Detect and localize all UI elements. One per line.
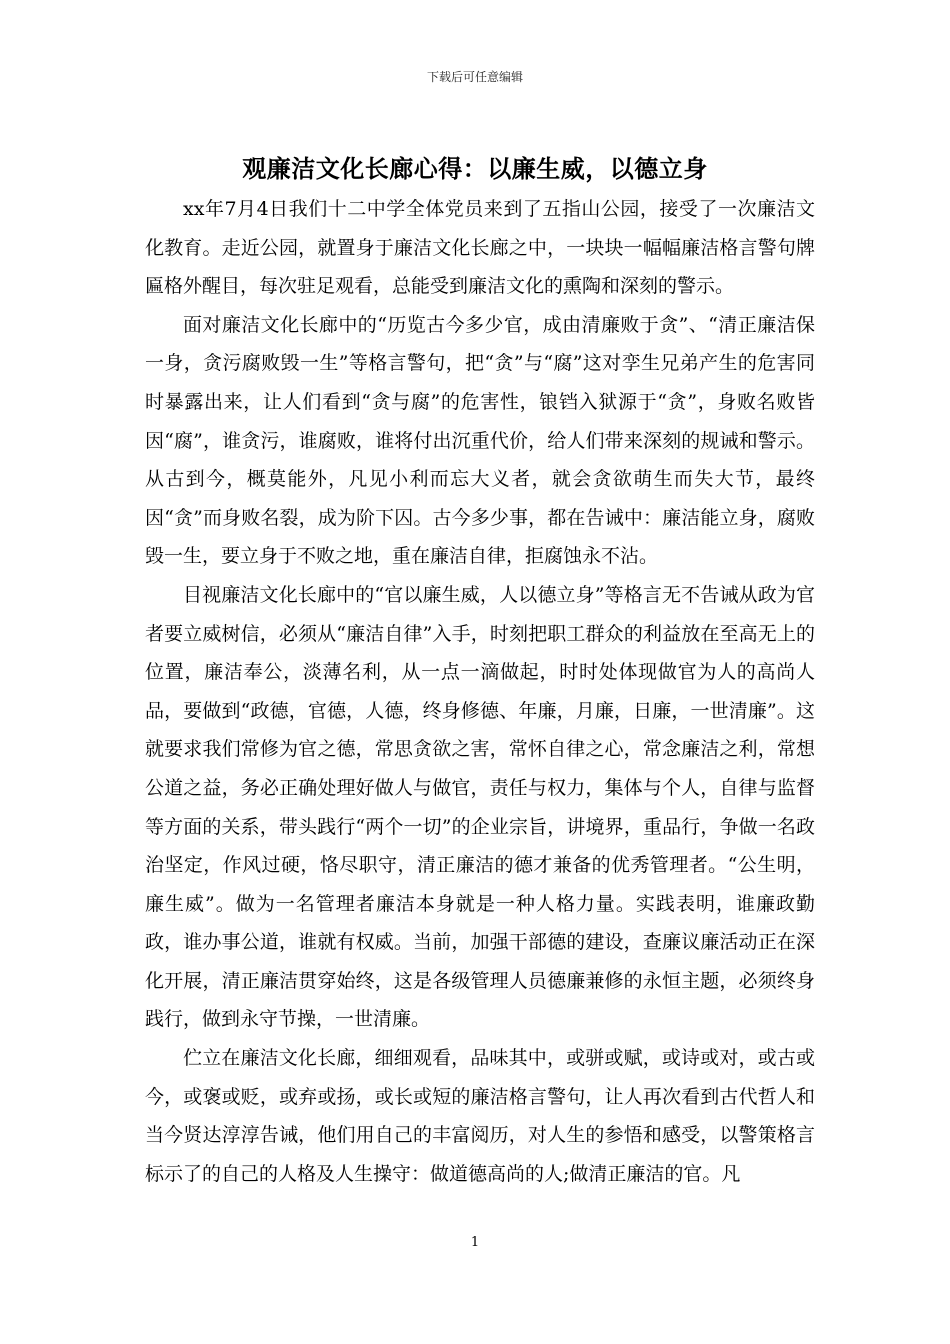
- paragraph-2: 面对廉洁文化长廊中的“历览古今多少官，成由清廉败于贪”、“清正廉洁保一身，贪污腐败毁一生”等格言警句，把“贪”与“腐”这对孪生兄弟产生的危害同时暴露出来，让人们看到“贪与腐”的危害性，锒铛入狱源于“贪”，身败名败皆因“腐”，谁贪污，谁腐败，谁将付出沉重代价，给人们带来深刻的规诫和警示。从古到今，概莫能外，凡见小利而忘大义者，就会贪欲萌生而失大节，最终因“贪”而身败名裂，成为阶下囚。古今多少事，都在告诫中：廉洁能立身，腐败毁一生，要立身于不败之地，重在廉洁自律，拒腐蚀永不沾。: [145, 313, 815, 568]
- page-number: 1: [470, 1235, 480, 1250]
- paragraph-1: xx年7月4日我们十二中学全体党员来到了五指山公园，接受了一次廉洁文化教育。走近公园，就置身于廉洁文化长廊之中，一块块一幅幅廉洁格言警句牌匾格外醒目，每次驻足观看，总能受到廉洁文化的熏陶和深刻的警示。: [145, 198, 815, 298]
- page-header-note: 下载后可任意编辑: [426, 70, 523, 84]
- document-body: [145, 190, 815, 1193]
- paragraph-3: 目视廉洁文化长廊中的“官以廉生威，人以德立身”等格言无不告诫从政为官者要立威树信，必须从“廉洁自律”入手，时刻把职工群众的利益放在至高无上的位置，廉洁奉公，淡薄名利，从一点一滴做起，时时处体现做官为人的高尚人品，要做到“政德，官德，人德，终身修德、年廉，月廉，日廉，一世清廉”。这就要求我们常修为官之德，常思贪欲之害，常怀自律之心，常念廉洁之利，常想公道之益，务必正确处理好做人与做官，责任与权力，集体与个人，自律与监督等方面的关系，带头践行“两个一切”的企业宗旨，讲境界，重品行，争做一名政治坚定，作风过硬，恪尽职守，清正廉洁的德才兼备的优秀管理者。“公生明，廉生威”。做为一名管理者廉洁本身就是一种人格力量。实践表明，谁廉政勤政，谁办事公道，谁就有权威。当前，加强干部德的建设，查廉议廉活动正在深化开展，清正廉洁贯穿始终，这是各级管理人员德廉兼修的永恒主题，必须终身践行，做到永守节操，一世清廉。: [145, 583, 815, 1031]
- paragraph-4: 伫立在廉洁文化长廊，细细观看，品味其中，或骈或赋，或诗或对，或古或今，或褒或贬，或弃或扬，或长或短的廉洁格言警句，让人再次看到古代哲人和当今贤达淳淳告诫，他们用自己的丰富阅历，对人生的参悟和感受，以警策格言标示了的自己的人格及人生操守：做道德高尚的人;做清正廉洁的官。凡: [145, 1047, 815, 1185]
- document-title: 观廉洁文化长廊心得：以廉生威，以德立身: [242, 154, 708, 183]
